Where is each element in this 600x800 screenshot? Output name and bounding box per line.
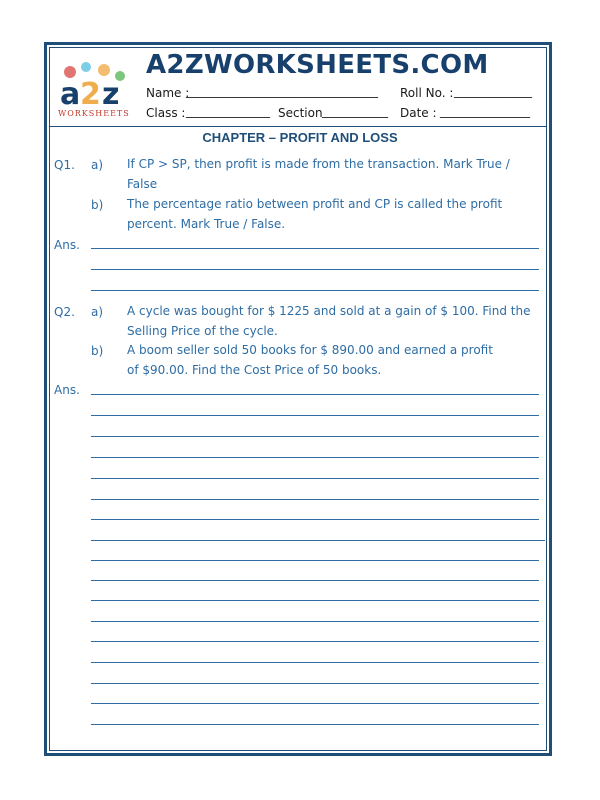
question-2b-line-2: of $90.00. Find the Cost Price of 50 books. [127, 363, 382, 377]
answer-line[interactable] [91, 478, 539, 479]
date-label: Date : [400, 106, 437, 120]
name-label: Name : [146, 86, 190, 100]
answer-line[interactable] [91, 499, 539, 500]
answer-line[interactable] [91, 724, 539, 725]
answer-line[interactable] [91, 540, 545, 541]
answer-line[interactable] [91, 457, 539, 458]
chapter-title: CHAPTER – PROFIT AND LOSS [202, 130, 398, 145]
answer-line[interactable] [91, 248, 539, 249]
question-1b-line-1: The percentage ratio between profit and CP is called the profit [127, 197, 503, 211]
question-1a-line-1: If CP > SP, then profit is made from the transaction. Mark True / [127, 157, 510, 171]
class-label: Class : [146, 106, 186, 120]
answer-line[interactable] [91, 269, 539, 270]
name-field[interactable]: ________________________________ [186, 84, 378, 98]
question-1b-line-2: percent. Mark True / False. [127, 217, 286, 231]
answer-line[interactable] [91, 621, 539, 622]
question-2b-label: b) [91, 344, 104, 358]
answer-2-label: Ans. [54, 383, 80, 397]
svg-text:2: 2 [80, 77, 101, 112]
question-1-number: Q1. [54, 158, 75, 172]
question-2a-label: a) [91, 305, 104, 319]
class-field[interactable]: ______________ [186, 104, 270, 118]
date-field[interactable]: _______________ [440, 104, 530, 118]
question-2a-line-2: Selling Price of the cycle. [127, 324, 278, 338]
question-2a-line-1: A cycle was bought for $ 1225 and sold at a gain of $ 100. Find the [127, 304, 531, 318]
question-2-number: Q2. [54, 305, 75, 319]
section-field[interactable]: ___________ [322, 104, 388, 118]
svg-text:z: z [102, 77, 120, 112]
answer-line[interactable] [91, 600, 539, 601]
header-divider [49, 126, 547, 127]
answer-line[interactable] [91, 641, 539, 642]
roll-number-label: Roll No. : [400, 86, 454, 100]
answer-line[interactable] [91, 560, 539, 561]
answer-line[interactable] [91, 683, 539, 684]
answer-line[interactable] [91, 415, 539, 416]
question-2b-line-1: A boom seller sold 50 books for $ 890.00 and earned a profit [127, 343, 493, 357]
answer-line[interactable] [91, 703, 539, 704]
section-label: Section [278, 106, 323, 120]
answer-1-label: Ans. [54, 238, 80, 252]
question-1a-line-2: False [127, 177, 158, 191]
answer-line[interactable] [91, 519, 539, 520]
page-border-inner [49, 47, 547, 751]
answer-line[interactable] [91, 290, 539, 291]
question-1b-label: b) [91, 198, 104, 212]
site-title: A2ZWORKSHEETS.COM [146, 50, 489, 80]
answer-line[interactable] [91, 394, 539, 395]
question-1a-label: a) [91, 158, 104, 172]
roll-number-field[interactable]: _____________ [454, 84, 532, 98]
svg-text:WORKSHEETS: WORKSHEETS [58, 109, 130, 118]
answer-line[interactable] [91, 580, 539, 581]
answer-line[interactable] [91, 436, 539, 437]
a2z-logo [56, 58, 134, 120]
answer-line[interactable] [91, 662, 539, 663]
svg-text:a: a [60, 77, 81, 112]
